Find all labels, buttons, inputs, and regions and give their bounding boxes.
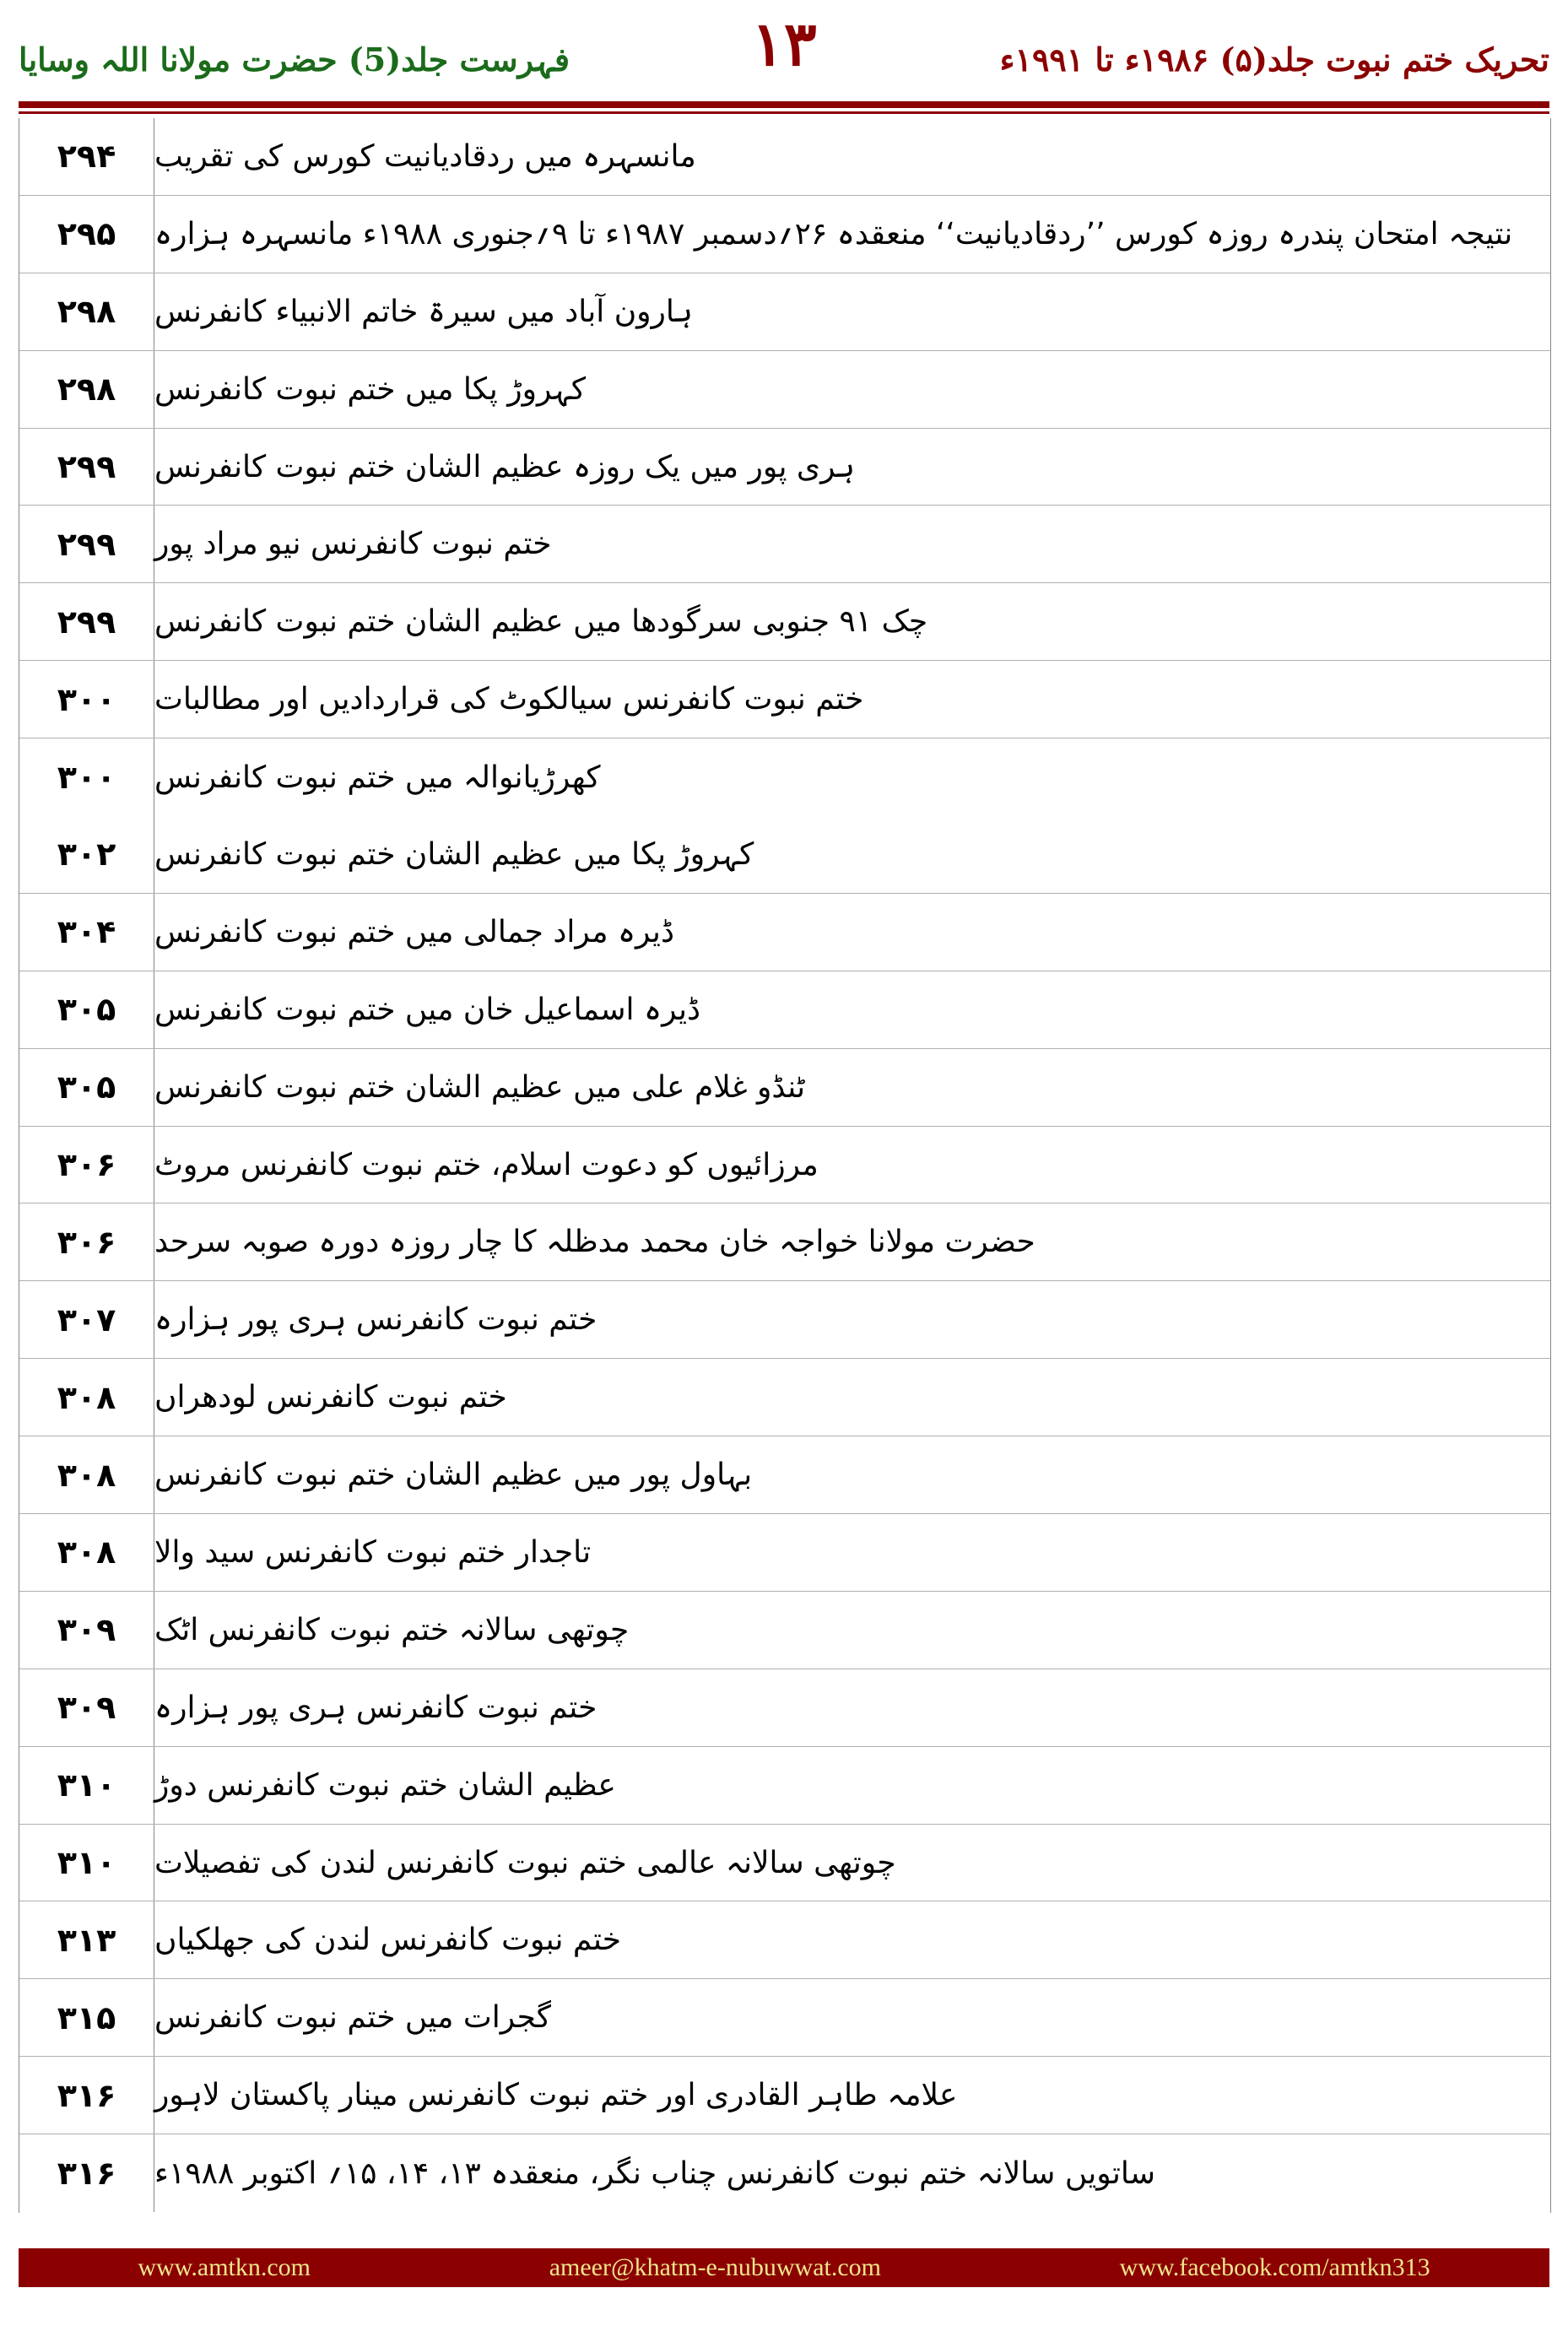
toc-entry-title-cell (154, 1436, 1550, 1513)
toc-row[interactable] (19, 429, 1550, 506)
toc-page-number: ۳۱۶ (19, 2057, 154, 2134)
toc-entry-title-cell (154, 2134, 1550, 2212)
toc-entry-title-cell (154, 583, 1550, 660)
toc-row[interactable] (19, 1901, 1550, 1979)
toc-page-number: ۳۰۸ (19, 1359, 154, 1436)
toc-row[interactable] (19, 816, 1550, 894)
toc-page-number: ۳۰۹ (19, 1592, 154, 1669)
toc-row[interactable] (19, 583, 1550, 661)
toc-entry-title-cell (154, 1669, 1550, 1746)
toc-row[interactable] (19, 661, 1550, 738)
toc-entry-title: مرزائیوں کو دعوت اسلام، ختم نبوت کانفرنس مروٹ (154, 1147, 819, 1182)
toc-entry-title-cell (154, 1203, 1550, 1280)
toc-row[interactable] (19, 273, 1550, 351)
toc-page-number: ۳۰۶ (19, 1127, 154, 1203)
toc-entry-title-cell (154, 118, 1550, 195)
toc-row[interactable] (19, 1281, 1550, 1359)
toc-entry-title: چوتھی سالانہ ختم نبوت کانفرنس اٹک (154, 1612, 630, 1647)
toc-entry-title: ساتویں سالانہ ختم نبوت کانفرنس چناب نگر، منعقدہ ۱۳، ۱۴، ۱۵؍ اکتوبر ۱۹۸۸ء (154, 2155, 1156, 2191)
toc-entry-title: ختم نبوت کانفرنس لندن کی جھلکیاں (154, 1923, 622, 1958)
toc-page-number: ۲۹۸ (19, 351, 154, 428)
toc-row[interactable] (19, 1203, 1550, 1281)
toc-row[interactable] (19, 1049, 1550, 1127)
header-rule-thin (19, 111, 1549, 114)
toc-entry-title: عظیم الشان ختم نبوت کانفرنس دوڑ (154, 1767, 616, 1803)
toc-page-number: ۲۹۵ (19, 196, 154, 273)
toc-entry-title: گجرات میں ختم نبوت کانفرنس (154, 2000, 552, 2036)
toc-entry-title: ڈیرہ اسماعیل خان میں ختم نبوت کانفرنس (154, 992, 700, 1027)
toc-page-number: ۳۰۰ (19, 738, 154, 816)
toc-entry-title: چوتھی سالانہ عالمی ختم نبوت کانفرنس لندن کی تفصیلات (154, 1845, 896, 1880)
toc-entry-title: ختم نبوت کانفرنس نیو مراد پور (154, 527, 552, 562)
footer-email-link[interactable]: ameer@khatm-e-nubuwwat.com (549, 2253, 881, 2281)
toc-row[interactable] (19, 1436, 1550, 1514)
toc-entry-title: ٹنڈو غلام علی میں عظیم الشان ختم نبوت کانفرنس (154, 1069, 806, 1105)
toc-entry-title: علامہ طاہر القادری اور ختم نبوت کانفرنس مینار پاکستان لاہور (154, 2078, 958, 2113)
toc-row[interactable] (19, 1825, 1550, 1902)
toc-entry-title-cell (154, 1901, 1550, 1978)
toc-entry-title-cell (154, 1514, 1550, 1591)
toc-entry-title: ختم نبوت کانفرنس لودھراں (154, 1380, 507, 1415)
toc-entry-title: ختم نبوت کانفرنس ہری پور ہزارہ (154, 1690, 597, 1725)
toc-entry-title-cell (154, 1359, 1550, 1436)
toc-entry-title: کہروڑ پکا میں عظیم الشان ختم نبوت کانفرنس (154, 836, 754, 872)
footer-website-link[interactable]: www.amtkn.com (138, 2253, 311, 2281)
toc-entry-title-cell (154, 273, 1550, 350)
toc-entry-title-cell (154, 816, 1550, 893)
toc-row[interactable] (19, 2057, 1550, 2134)
toc-page-number: ۳۰۰ (19, 661, 154, 738)
toc-entry-title: ختم نبوت کانفرنس سیالکوٹ کی قراردادیں اور مطالبات (154, 682, 864, 717)
toc-row[interactable] (19, 351, 1550, 429)
toc-page-number: ۲۹۹ (19, 429, 154, 506)
toc-entry-title-cell (154, 894, 1550, 971)
toc-page-number: ۳۰۵ (19, 971, 154, 1048)
toc-page-number: ۲۹۴ (19, 118, 154, 195)
toc-page-number: ۲۹۹ (19, 506, 154, 582)
toc-page-number: ۳۰۷ (19, 1281, 154, 1358)
toc-row[interactable] (19, 1669, 1550, 1747)
toc-page-number: ۳۰۶ (19, 1203, 154, 1280)
toc-entry-title: نتیجہ امتحان پندرہ روزہ کورس ’’ردقادیانیت‘‘ منعقدہ ۲۶؍دسمبر ۱۹۸۷ء تا ۹؍جنوری ۱۹۸۸ء مانسہرہ ہزارہ (154, 216, 1513, 252)
toc-entry-title: تاجدار ختم نبوت کانفرنس سید والا (154, 1534, 592, 1570)
toc-entry-title-cell (154, 971, 1550, 1048)
toc-page-number: ۳۱۳ (19, 1901, 154, 1978)
toc-entry-title-cell (154, 2057, 1550, 2134)
toc-page-number: ۳۱۰ (19, 1825, 154, 1901)
toc-row[interactable] (19, 506, 1550, 583)
toc-entry-title-cell (154, 351, 1550, 428)
footer-facebook-link[interactable]: www.facebook.com/amtkn313 (1119, 2253, 1430, 2281)
toc-entry-title-cell (154, 196, 1550, 273)
toc-entry-title: حضرت مولانا خواجہ خان محمد مدظلہ کا چار روزہ دورہ صوبہ سرحد (154, 1225, 1035, 1260)
toc-row[interactable] (19, 1359, 1550, 1436)
toc-page-number: ۳۱۰ (19, 1747, 154, 1824)
toc-entry-title-cell (154, 661, 1550, 738)
table-of-contents (19, 118, 1551, 2213)
header-book-title: تحریک ختم نبوت جلد(۵) ۱۹۸۶ء تا ۱۹۹۱ء (999, 41, 1549, 78)
toc-entry-title: کہروڑ پکا میں ختم نبوت کانفرنس (154, 371, 587, 407)
toc-entry-title-cell (154, 506, 1550, 582)
toc-row[interactable] (19, 1747, 1550, 1825)
toc-page-number: ۳۰۴ (19, 894, 154, 971)
toc-entry-title: ہری پور میں یک روزہ عظیم الشان ختم نبوت کانفرنس (154, 449, 856, 484)
toc-entry-title-cell (154, 1049, 1550, 1126)
toc-row[interactable] (19, 1127, 1550, 1204)
toc-entry-title-cell (154, 1747, 1550, 1824)
toc-row[interactable] (19, 971, 1550, 1049)
toc-row[interactable] (19, 196, 1550, 273)
toc-entry-title: چک ۹۱ جنوبی سرگودھا میں عظیم الشان ختم نبوت کانفرنس (154, 604, 928, 640)
toc-page-number: ۳۰۵ (19, 1049, 154, 1126)
toc-page-number: ۲۹۸ (19, 273, 154, 350)
header-rule-thick (19, 101, 1549, 108)
toc-row[interactable] (19, 2134, 1550, 2212)
toc-entry-title-cell (154, 1592, 1550, 1669)
toc-entry-title-cell (154, 1281, 1550, 1358)
toc-entry-title: مانسہرہ میں ردقادیانیت کورس کی تقریب (154, 138, 696, 174)
toc-page-number: ۳۱۶ (19, 2134, 154, 2212)
toc-entry-title-cell (154, 1825, 1550, 1901)
toc-entry-title-cell (154, 738, 1550, 816)
toc-page-number: ۳۰۲ (19, 816, 154, 893)
header-volume-author: فہرست جلد(5) حضرت مولانا اللہ وسایا (19, 41, 570, 78)
toc-entry-title: کھرڑیانوالہ میں ختم نبوت کانفرنس (154, 760, 601, 795)
page-header (0, 0, 1568, 118)
page-footer (19, 2248, 1549, 2287)
toc-page-number: ۳۰۸ (19, 1436, 154, 1513)
toc-row[interactable] (19, 738, 1550, 816)
toc-page-number: ۳۰۹ (19, 1669, 154, 1746)
toc-row[interactable] (19, 1979, 1550, 2057)
toc-page-number: ۲۹۹ (19, 583, 154, 660)
toc-page-number: ۳۰۸ (19, 1514, 154, 1591)
toc-row[interactable] (19, 1592, 1550, 1669)
toc-entry-title: ہارون آباد میں سیرۃ خاتم الانبیاء کانفرنس (154, 294, 693, 329)
toc-entry-title-cell (154, 429, 1550, 506)
page-number: ۱۳ (751, 8, 817, 79)
toc-row[interactable] (19, 894, 1550, 971)
toc-entry-title: ڈیرہ مراد جمالی میں ختم نبوت کانفرنس (154, 914, 674, 949)
toc-entry-title: بہاول پور میں عظیم الشان ختم نبوت کانفرنس (154, 1458, 753, 1493)
toc-row[interactable] (19, 1514, 1550, 1592)
toc-row[interactable] (19, 118, 1550, 196)
toc-page-number: ۳۱۵ (19, 1979, 154, 2056)
toc-entry-title-cell (154, 1979, 1550, 2056)
toc-entry-title: ختم نبوت کانفرنس ہری پور ہزارہ (154, 1302, 597, 1338)
toc-entry-title-cell (154, 1127, 1550, 1203)
